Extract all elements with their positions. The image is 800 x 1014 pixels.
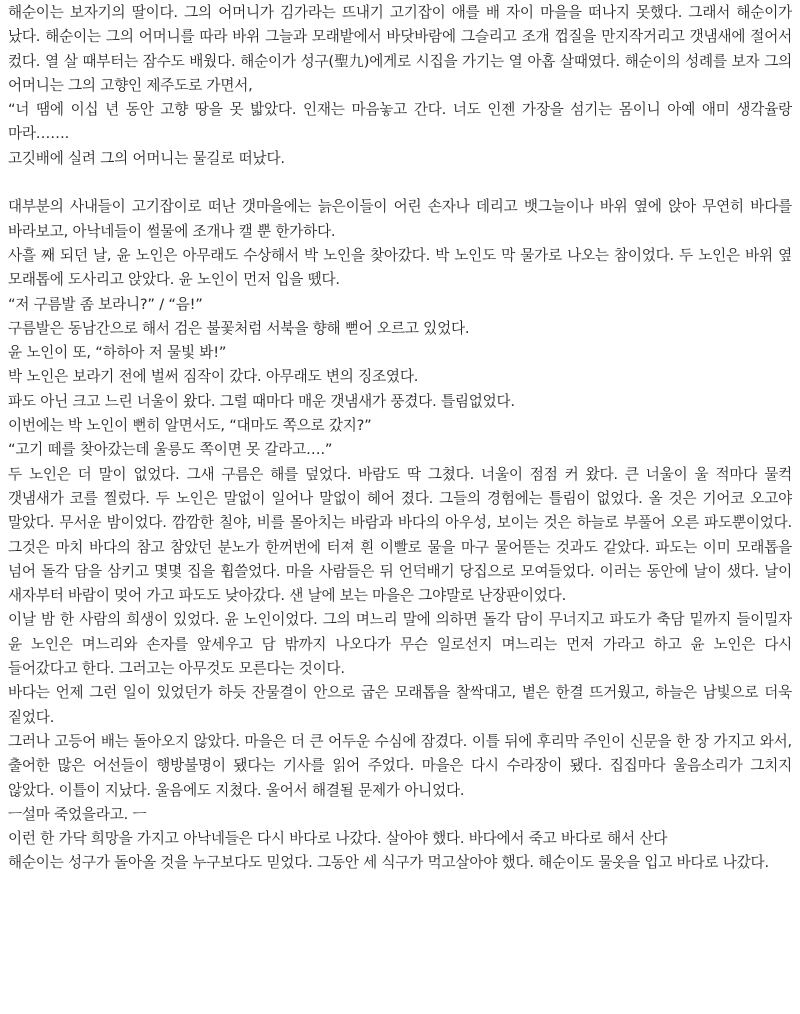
paragraph-dialogue-clouds: “저 구름발 좀 보라니?” / “음!” [8,295,203,313]
paragraph-storm: 두 노인은 더 말이 없었다. 그새 구름은 해를 덮었다. 바람도 딱 그쳤다. 너울이 점점 커 왔다. 큰 너울이 울 적마다 물컥 갯냄새가 코를 찔렀다. 두 노인은 말없이 일어나 말없이 헤어 졌다. 그들의 경험에는 틀림이 없었다. 올 것은 기어코 오고야 말았다. 무서운 밤이었다. 깜깜한 칠야, 비를 몰아치는 바람과 바다의 아우성, 보이는 것은 하늘로 부풀어 오른 파도뿐이었다. 그것은 마치 바다의 참고 참았던 분노가 한꺼번에 터져 흰 이빨로 물을 마구 물어뜯는 것과도 같았다. 파도는 이미 모래톱을 넘어 돌각 담을 삼키고 몇몇 집을 휩쓸었다. 마을 사람들은 뒤 언덕배기 당집으로 모여들었다. 이러는 동안에 날이 샜다. 날이 새자부터 바람이 멎어 가고 파도도 낮아갔다. 샌 날에 보는 마을은 그야말로 난장판이었다. [8,465,792,605]
paragraph-intro: 해순이는 보자기의 딸이다. 그의 어머니가 김가라는 뜨내기 고기잡이 애를 배 자이 마을을 떠나지 못했다. 그래서 해순이가 났다. 해순이는 그의 어머니를 따라 바위 그늘과 모래밭에서 바닷바람에 그슬리고 조개 껍질을 만지작거리고 갯냄새에 절어서 컸다. 열 살 때부터는 잠수도 배웠다. 해순이가 성구(聖九)에게로 시집을 가기는 열 아홉 살때였다. 해순이의 성례를 보자 그의 어머니는 그의 고향인 제주도로 가면서, [8,4,792,94]
paragraph-mother-departs: 고깃배에 실려 그의 어머니는 물길로 떠났다. [8,149,285,167]
paragraph-omen: 박 노인은 보라기 전에 벌써 짐작이 갔다. 아무래도 변의 징조였다. [8,368,419,386]
paragraph-haesun: 해순이는 성구가 돌아올 것을 누구보다도 믿었다. 그동안 세 식구가 먹고살아야 했다. 해순이도 물옷을 입고 바다로 나갔다. [8,854,769,872]
paragraph-calm-sea: 바다는 언제 그런 일이 있었던가 하듯 잔물결이 안으로 굽은 모래톱을 찰싹대고, 볕은 한결 뜨거웠고, 하늘은 남빛으로 더욱 짙었다. [8,684,792,726]
paragraph-ulleungdo: “고기 떼를 찾아갔는데 울릉도 쪽이면 못 갈라고….” [8,441,333,459]
paragraph-water-color: 윤 노인이 또, “하하아 저 물빛 봐!” [8,344,227,362]
paragraph-mother-farewell: “너 땜에 이십 년 동안 고향 땅을 못 밟았다. 인재는 마음놓고 간다. 너도 인젠 가장을 섬기는 몸이니 아예 애미 생각율랑 마라……. [8,101,792,143]
paragraph-clouds: 구름발은 동남간으로 해서 검은 불꽃처럼 서북을 향해 뻗어 오르고 있었다. [8,319,470,337]
paragraph-swell: 파도 아닌 크고 느린 너울이 왔다. 그럴 때마다 매운 갯냄새가 풍겼다. 틀림없었다. [8,392,515,410]
paragraph-hope-line: ㅡ설마 죽었을라고. ㅡ [8,805,147,823]
paragraph-tsushima: 이번에는 박 노인이 뻔히 알면서도, “대마도 쪽으로 갔지?” [8,417,372,435]
paragraph-missing-boats: 그러나 고등어 배는 돌아오지 않았다. 마을은 더 큰 어두운 수심에 잠겼다. 이틀 뒤에 후리막 주인이 신문을 한 장 가지고 와서, 출어한 많은 어선들이 행방불명이 됐다는 기사를 읽어 주었다. 마을은 다시 수라장이 됐다. 집집마다 울음소리가 그치지 않았다. 이틀이 지났다. 울음에도 지쳤다. 울어서 해결될 문제가 아니었다. [8,732,792,799]
paragraph-victim: 이날 밤 한 사람의 희생이 있었다. 윤 노인이었다. 그의 며느리 말에 의하면 돌각 담이 무너지고 파도가 축담 밑까지 들이밀자 윤 노인은 며느리와 손자를 앞세우고 담 밖까지 나오다가 무슨 일로선지 며느리는 먼저 가라고 하고 윤 노인은 다시 들어갔다고 한다. 그러고는 아무것도 모른다는 것이다. [8,611,792,678]
paragraph-break [8,171,792,195]
paragraph-village: 대부분의 사내들이 고기잡이로 떠난 갯마을에는 늙은이들이 어린 손자나 데리고 뱃그늘이나 바위 옆에 앉아 무연히 바다를 바라보고, 아낙네들이 썰물에 조개나 캘 뿐 한가하다. [8,198,792,240]
paragraph-back-to-sea: 이런 한 가닥 희망을 가지고 아낙네들은 다시 바다로 나갔다. 살아야 했다. 바다에서 죽고 바다로 해서 산다 [8,830,668,848]
paragraph-third-day: 사흘 째 되던 날, 윤 노인은 아무래도 수상해서 박 노인을 찾아갔다. 박 노인도 막 물가로 나오는 참이었다. 두 노인은 바위 옆 모래톱에 도사리고 앉았다. 윤 노인이 먼저 입을 뗐다. [8,246,792,289]
